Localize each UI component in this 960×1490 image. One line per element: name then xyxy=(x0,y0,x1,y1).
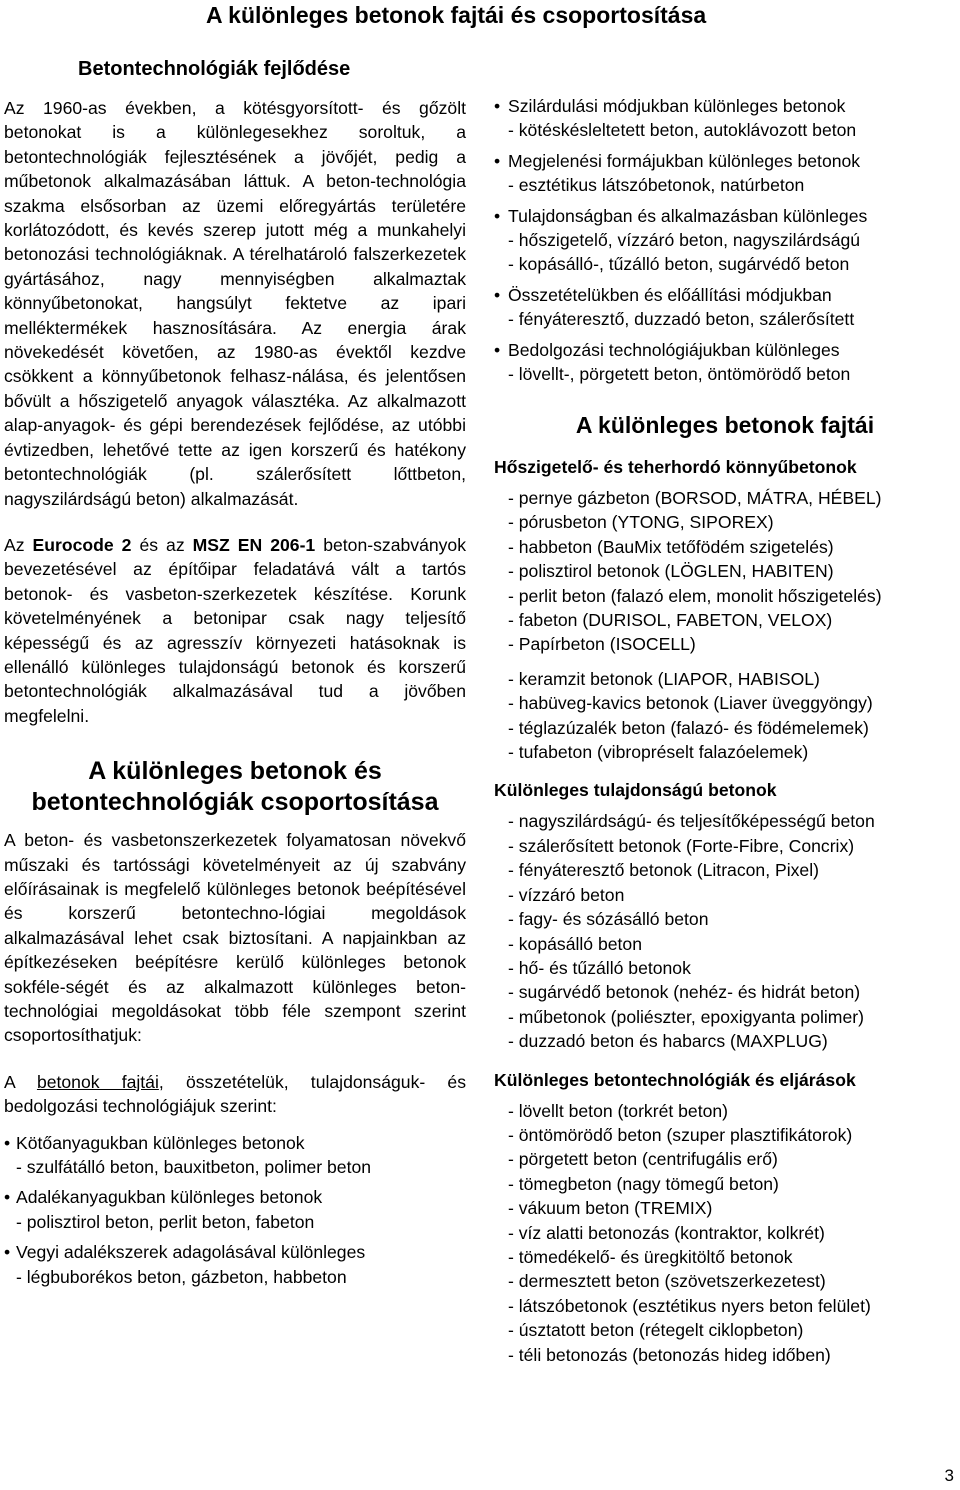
list-item: - fényáteresztő betonok (Litracon, Pixel) xyxy=(508,860,819,881)
list-item: - úsztatott beton (rétegelt ciklopbeton) xyxy=(508,1320,804,1341)
list-item: - vízzáró beton xyxy=(508,884,625,905)
msz-term: MSZ EN 206-1 xyxy=(192,534,316,555)
bullet-icon: • xyxy=(494,151,501,171)
bullet-icon: • xyxy=(4,1187,11,1208)
list-item: - pörgetett beton (centrifugális erő) xyxy=(508,1149,778,1170)
bullet-title: Vegyi adalékszerek adagolásával különleges xyxy=(16,1242,366,1263)
list-item: - habüveg-kavics betonok (Liaver üveggyöngy) xyxy=(508,693,873,714)
list-item: - dermesztett beton (szövetszerkezetest) xyxy=(508,1271,826,1292)
lightweight-list-b xyxy=(494,667,956,765)
list-item: - keramzit betonok (LIAPOR, HABISOL) xyxy=(508,668,820,689)
lightweight-list-a xyxy=(494,486,956,657)
list-item: - téglazúzalék beton (falazó- és födémelemek) xyxy=(508,717,869,738)
eurocode-paragraph xyxy=(4,533,466,728)
bullet-sub: - légbuborékos beton, gázbeton, habbeton xyxy=(16,1266,347,1287)
technologies-list xyxy=(494,1099,956,1367)
bullet-sub: - szulfátálló beton, bauxitbeton, polimer beton xyxy=(16,1157,372,1178)
list-item: - víz alatti betonozás (kontraktor, kolkrét) xyxy=(508,1222,825,1243)
list-item xyxy=(4,1240,466,1289)
section-title-lightweight: Hőszigetelő- és teherhordó könnyűbetonok xyxy=(494,457,857,477)
list-item: - öntömörödő beton (szuper plasztifikátorok) xyxy=(508,1124,853,1145)
bullet-icon: • xyxy=(494,340,501,360)
page-title: A különleges betonok fajtái és csoportosítása xyxy=(206,2,707,28)
grouping-heading: A különleges betonok és betontechnológiák csoportosítása xyxy=(31,757,439,817)
list-item xyxy=(494,94,956,142)
bullet-title: Bedolgozási technológiájukban különleges xyxy=(508,340,840,360)
bullet-title: Adalékanyagukban különleges betonok xyxy=(16,1187,323,1208)
bullet-sub: - kötéskésleltetett beton, autoklávozott beton xyxy=(508,120,857,140)
types-paragraph xyxy=(4,1070,466,1119)
bullet-sub: - fényáteresztő, duzzadó beton, szálerősített xyxy=(508,309,855,329)
bullet-icon: • xyxy=(494,206,501,226)
bullet-sub: - esztétikus látszóbetonok, natúrbeton xyxy=(508,175,805,195)
list-item xyxy=(494,283,956,331)
list-item: - tömedékelő- és üregkitöltő betonok xyxy=(508,1246,793,1267)
section-title-technologies: Különleges betontechnológiák és eljárások xyxy=(494,1069,856,1090)
list-item: - műbetonok (poliészter, epoxigyanta polimer) xyxy=(508,1006,864,1027)
bullet-icon: • xyxy=(494,96,501,116)
list-item: - vákuum beton (TREMIX) xyxy=(508,1198,713,1219)
list-item: - szálerősített betonok (Forte-Fibre, Concrix) xyxy=(508,835,855,856)
list-item: - kopásálló beton xyxy=(508,933,642,954)
bullet-title: Kötőanyagukban különleges betonok xyxy=(16,1132,305,1153)
right-bullet-list xyxy=(494,94,956,386)
text-span: beton-szabványok bevezetésével az építőipar feladatává vált a tartós betonok- és vasbeton-szerkezetek készítése. Korunk követelményének a betonipar csak nagy teljesítő képességű és az agresszív környezeti hatásoknak is ellenálló különleges tulajdonságú betonok és korszerű betontechnológiák alkalmazásával tud a jövőben megfelelni. xyxy=(4,534,467,726)
bullet-sub: - kopásálló-, tűzálló beton, sugárvédő beton xyxy=(508,254,850,274)
list-item: - téli betonozás (betonozás hideg időben) xyxy=(508,1344,831,1365)
bullet-title: Tulajdonságban és alkalmazásban különleges xyxy=(508,206,868,226)
list-item: - fagy- és sózásálló beton xyxy=(508,909,709,930)
text-span: A xyxy=(4,1071,37,1092)
list-item: - látszóbetonok (esztétikus nyers beton felület) xyxy=(508,1295,871,1316)
list-item xyxy=(494,338,956,386)
list-item xyxy=(494,149,956,197)
list-item: - tömegbeton (nagy tömegű beton) xyxy=(508,1173,779,1194)
list-item: - polisztirol betonok (LÖGLEN, HABITEN) xyxy=(508,561,834,582)
list-item: - pernye gázbeton (BORSOD, MÁTRA, HÉBEL) xyxy=(508,488,882,508)
text-span: Az xyxy=(4,534,33,555)
right-column xyxy=(494,94,956,1367)
bullet-icon: • xyxy=(4,1132,11,1153)
list-item: - sugárvédő betonok (nehéz- és hidrát beton) xyxy=(508,982,861,1003)
list-item: - perlit beton (falazó elem, monolit hőszigetelés) xyxy=(508,585,882,606)
list-item: - tufabeton (vibropréselt falazóelemek) xyxy=(508,742,809,763)
section-title-special-properties: Különleges tulajdonságú betonok xyxy=(494,780,777,801)
list-item: - hő- és tűzálló betonok xyxy=(508,957,691,978)
left-column xyxy=(4,96,466,1295)
bullet-sub: - lövellt-, pörgetett beton, öntömörödő beton xyxy=(508,364,851,384)
list-item: - duzzadó beton és habarcs (MAXPLUG) xyxy=(508,1031,828,1052)
list-item xyxy=(494,204,956,276)
bullet-title: Összetételükben és előállítási módjukban xyxy=(508,285,832,305)
list-item: - pórusbeton (YTONG, SIPOREX) xyxy=(508,512,774,533)
list-item: - Papírbeton (ISOCELL) xyxy=(508,634,696,655)
bullet-sub: - hőszigetelő, vízzáró beton, nagyszilárdságú xyxy=(508,230,861,250)
types-link[interactable]: betonok fajtái xyxy=(36,1071,159,1092)
text-span: , összetételük, tulajdonságuk- és bedolgozási technológiájuk szerint: xyxy=(4,1071,466,1117)
list-item: - fabeton (DURISOL, FABETON, VELOX) xyxy=(508,610,833,631)
list-item: - habbeton (BauMix tetőfödém szigetelés) xyxy=(508,536,834,557)
bullet-title: Szilárdulási módjukban különleges betonok xyxy=(508,96,846,116)
grouping-paragraph: A beton- és vasbetonszerkezetek folyamatosan növekvő műszaki és tartóssági követelményeit az új szabvány előírásainak is megfelelő különleges betonok beépítésével és korszerű betontechno-lógiai megoldások alkalmazásával lehet csak biztosítani. A napjainkban az építkezéseken beépítésre kerülő különleges betonok sokféle-ségét és az alkalmazott különleges beton-technológiai megoldásokat több féle szempont szerint csoportosíthatjuk: xyxy=(4,830,466,1046)
list-item xyxy=(4,1131,466,1180)
bullet-sub: - polisztirol beton, perlit beton, fabeton xyxy=(16,1211,315,1232)
special-properties-list xyxy=(494,809,956,1053)
left-bullet-list xyxy=(4,1131,466,1289)
bullet-icon: • xyxy=(494,285,501,305)
text-span: és az xyxy=(131,534,193,555)
list-item xyxy=(4,1185,466,1234)
intro-paragraph: Az 1960-as években, a kötésgyorsított- és gőzölt betonokat is a különlegesekhez soroltuk, a betontechnológiák fejlesztésének a jövőjét, pedig a műbetonok alkalmazásában láttuk. A beton-technológia szakma elsősorban az üzemi előregyártás területére korlátozódott, és kevés szerep jutott még a munkahelyi betonozási technológiáknak. A térelhatároló falszerkezetek gyártásához, nagy mennyiségben alkalmaztak könnyűbetonokat, hangsúlyt fektetve az ipari melléktermékek hasznosítására. Az energia árak növekedését követően, az 1980-as évektől kezdve csökkent a könnyűbetonok felhasz-nálása, és jelentősen bővült a hőszigetelő anyagok választéka. Az alkalmazott alap-anyagok- és gépi berendezések fejlődése, az utóbbi évtizedben, lehetővé tette az igen korszerű és hatékony betontechnológiák (pl. szálerősített lőttbeton, nagyszilárdságú beton) alkalmazását. xyxy=(4,98,466,509)
page-number: 3 xyxy=(944,1466,954,1485)
section-subtitle: Betontechnológiák fejlődése xyxy=(78,58,351,80)
eurocode-term: Eurocode 2 xyxy=(32,534,132,555)
list-item: - nagyszilárdságú- és teljesítőképességű beton xyxy=(508,811,875,832)
bullet-icon: • xyxy=(4,1242,11,1263)
types-heading: A különleges betonok fajtái xyxy=(575,412,875,438)
list-item: - lövellt beton (torkrét beton) xyxy=(508,1100,729,1121)
bullet-title: Megjelenési formájukban különleges betonok xyxy=(508,151,861,171)
